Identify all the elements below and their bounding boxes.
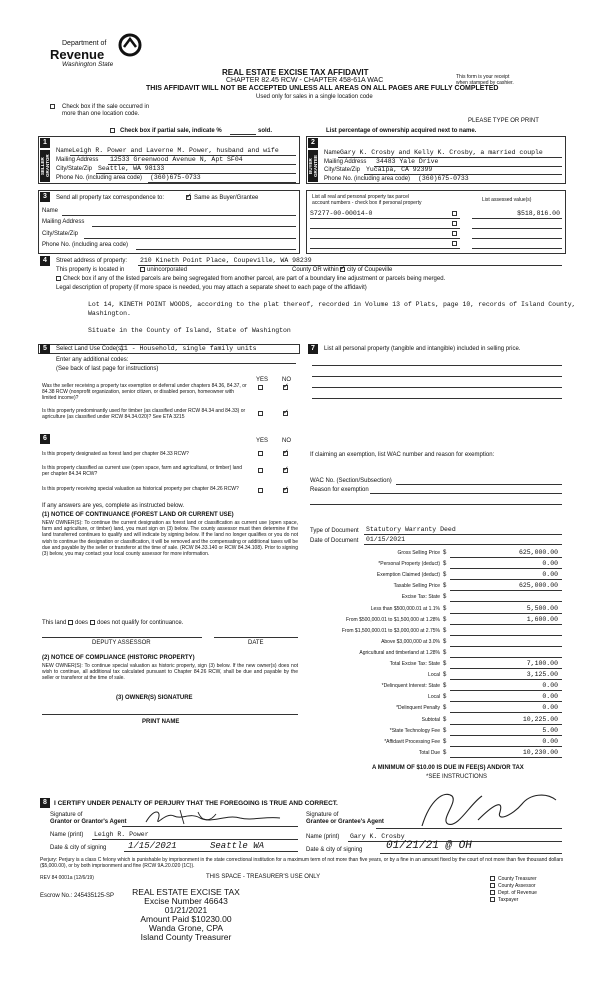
buyer-city-label: City/State/Zip: [324, 167, 361, 173]
tax-row-label: Gross Selling Price: [397, 550, 440, 556]
dollar-sign: $: [443, 649, 447, 656]
copy-checkbox[interactable]: [490, 876, 495, 881]
tax-row-value[interactable]: 0.00: [542, 704, 558, 712]
legal-description-2[interactable]: Washington.: [88, 310, 131, 317]
stamp-line-1: REAL ESTATE EXCISE TAX: [132, 887, 240, 897]
stamp-line-6: Island County Treasurer: [140, 932, 232, 942]
s6-q2-no[interactable]: [283, 468, 288, 473]
s5-yes-header: YES: [256, 377, 269, 383]
same-as-buyer-checkbox[interactable]: [186, 195, 191, 200]
tax-row-label: *Personal Property (deduct): [378, 561, 440, 568]
tax-row-value[interactable]: 625,000.00: [518, 582, 558, 590]
tax-row-label: Total Due: [418, 749, 440, 756]
parcel-personal-checkbox-2[interactable]: [452, 221, 457, 226]
receipt-note-1: This form is your receipt: [456, 74, 510, 80]
s6-q1-yes[interactable]: [258, 451, 263, 456]
tax-row-label: Total Excise Tax: State: [389, 661, 440, 667]
buyer-name-label: Name: [324, 150, 341, 156]
seller-city-label: City/State/Zip: [56, 166, 93, 172]
s6-no-header: NO: [282, 438, 291, 444]
buyer-city[interactable]: Yucaipa, CA 92399: [366, 166, 433, 173]
tax-row-label: Local: [428, 672, 440, 679]
deputy-assessor-label: DEPUTY ASSESSOR: [92, 640, 151, 646]
tax-row-value[interactable]: 3,125.00: [526, 671, 558, 679]
seller-city[interactable]: Seattle, WA 98133: [98, 165, 165, 172]
dollar-sign: $: [443, 727, 447, 734]
parcel-personal-checkbox-1[interactable]: [452, 211, 457, 216]
tax-row-value[interactable]: 10,230.00: [522, 748, 558, 756]
land-use-code[interactable]: 11 - Household, single family units: [120, 345, 257, 352]
dollar-sign: $: [443, 661, 447, 667]
s6-question-1: Is this property designated as forest land per chapter 84.33 RCW?: [42, 451, 189, 457]
county-or-label: County OR within: [292, 267, 339, 273]
grantor-printed-name[interactable]: Leigh R. Power: [94, 831, 149, 838]
treasurer-use-note: THIS SPACE - TREASURER'S USE ONLY: [206, 874, 321, 880]
notice-1-text: NEW OWNER(S): To continue the current designation as forest land or classification as current use (open space, farm and agriculture, or timber) land, you must sign on (3) below. The county assessor must then determine if the land transferred continues to qualify and will indicate by signing below. If the land no longer qualifies or you do not wish to continue the designation or classification, it will be removed and the compensating or additional taxes will be due and payable by the seller or transferor at the time of sale. (RCW 84.33.140 or RCW 84.34.108). Prior to signing (3) below, you may contact your local county assessor for more information.: [42, 520, 298, 558]
wac-label: WAC No. (Section/Subsection): [310, 478, 392, 484]
tax-row-label: *Delinquent Interest: State: [381, 683, 440, 690]
does-label: does: [75, 620, 89, 626]
see-instructions-note: *SEE INSTRUCTIONS: [426, 774, 488, 780]
reason-label: Reason for exemption: [310, 487, 369, 493]
agency-line3: Washington State: [62, 61, 114, 68]
does-not-qualify-checkbox[interactable]: [90, 620, 95, 625]
dollar-sign: $: [443, 583, 447, 590]
exemption-label: If claiming an exemption, list WAC number and reason for exemption:: [310, 452, 495, 458]
multi-location-checkbox[interactable]: [50, 104, 55, 109]
form-revision: REV 84 0001a (12/6/19): [40, 875, 94, 881]
stamp-line-2: Excise Number 46643: [144, 896, 228, 906]
land-qualify-label: This land: [42, 620, 67, 626]
tax-row-label: Above $3,000,000 at 3.0%: [381, 638, 440, 645]
parcel-personal-checkbox-4[interactable]: [452, 241, 457, 246]
percentage-instruction: List percentage of ownership acquired next to name.: [326, 128, 477, 134]
dollar-sign: $: [443, 749, 447, 756]
dollar-sign: $: [443, 550, 447, 556]
notice-1-title: (1) NOTICE OF CONTINUANCE (FOREST LAND OR CURRENT USE): [42, 512, 234, 518]
doc-type-label: Type of Document: [310, 528, 359, 534]
buyer-mailing-label: Mailing Address: [324, 159, 367, 165]
parcel-personal-checkbox-3[interactable]: [452, 231, 457, 236]
treasurer-stamp: [128, 888, 244, 942]
grantor-signing-date[interactable]: 1/15/2021: [128, 841, 177, 851]
copy-checkbox[interactable]: [490, 897, 495, 902]
seller-name[interactable]: Leigh R. Power and Laverne M. Power, husband and wife: [72, 147, 279, 154]
tax-row-label: Less than $500,000.01 at 1.1%: [370, 605, 440, 612]
city-label: city of Coupeville: [347, 267, 393, 273]
dollar-sign: $: [443, 694, 447, 701]
s5-no-header: NO: [282, 377, 291, 383]
dollar-sign: $: [443, 705, 447, 712]
doc-type[interactable]: Statutory Warranty Deed: [366, 526, 456, 533]
tax-row-label: Local: [428, 694, 440, 701]
print-name-label: PRINT NAME: [142, 719, 180, 725]
corr-city-label: City/State/Zip: [42, 231, 79, 237]
stamp-line-5: Wanda Grone, CPA: [148, 923, 224, 933]
owner-signature-label: (3) OWNER(S) SIGNATURE: [116, 695, 193, 701]
dollar-sign: $: [443, 561, 447, 568]
segregated-checkbox[interactable]: [56, 276, 61, 281]
notice-2-title: (2) NOTICE OF COMPLIANCE (HISTORIC PROPERTY): [42, 655, 195, 661]
unincorporated-checkbox[interactable]: [140, 267, 145, 272]
dollar-sign: $: [443, 616, 447, 623]
tax-row-label: Subtotal: [421, 716, 440, 723]
stamp-line-4: Amount Paid $10230.00: [140, 914, 232, 924]
s6-question-3: Is this property receiving special valuation as historical property per chapter 84.26 RCW?: [42, 486, 239, 492]
grantee-signature[interactable]: [400, 786, 562, 830]
legal-label: Legal description of property (if more space is needed, you may attach a separate sheet to each page of the affidavit): [56, 285, 367, 291]
copy-label: County Treasurer: [498, 876, 537, 882]
s6-question-2: Is this property classified as current use (open space, farm and agricultural, or timber) land per chapter 84.34 RCW?: [42, 465, 243, 477]
multi-location-label-2: more than one location code.: [62, 111, 140, 117]
personal-property-label: List all personal property (tangible and intangible) included in selling price.: [324, 346, 521, 352]
dollar-sign: $: [443, 638, 447, 645]
agency-name: Revenue: [50, 47, 105, 62]
correspondence-label: Send all property tax correspondence to:: [56, 195, 165, 201]
dollar-sign: $: [443, 672, 447, 679]
city-checkbox[interactable]: [340, 267, 345, 272]
tax-row-value[interactable]: 0.00: [542, 737, 558, 745]
section-2-number: 2: [308, 138, 318, 148]
located-label: This property is located in: [56, 267, 125, 273]
tax-row-value[interactable]: 7,100.00: [526, 660, 558, 667]
buyer-phone[interactable]: (360)675-0733: [418, 175, 469, 182]
corr-name-label: Name: [42, 208, 59, 214]
grantee-printed-name[interactable]: Gary K. Crosby: [350, 833, 405, 840]
s5-question-2: Is this property predominantly used for timber (as classified under RCW 84.34 and 84.33) or agriculture (as classified under RCW 84.34.020)? See ETA 3215: [42, 408, 246, 420]
tax-row-label: From $1,500,000.01 to $3,000,000 at 2.75%: [341, 627, 440, 634]
segregated-label: Check box if any of the listed parcels are being segregated from another parcel, are part of a boundary line adjustment or parcels being merged.: [63, 276, 446, 282]
grantor-signing-city[interactable]: Seattle WA: [210, 841, 265, 851]
s5-question-1: Was the seller receiving a property tax exemption or deferral under chapters 84.36, 84.37, or 84.38 RCW (nonprofit organization, senior citizen, or disabled person, homeowner with limited income)?: [42, 383, 247, 401]
multi-location-label-1: Check box if the sale occurred in: [62, 104, 150, 110]
see-back-note: (See back of last page for instructions): [56, 366, 159, 372]
if-yes-note: If any answers are yes, complete as instructed below.: [42, 503, 185, 509]
form-chapter: CHAPTER 82.45 RCW - CHAPTER 458-61A WAC: [226, 77, 384, 84]
minimum-due-note: A MINIMUM OF $10.00 IS DUE IN FEE(S) AND/OR TAX: [372, 765, 524, 771]
tax-row-value[interactable]: 10,225.00: [522, 715, 558, 723]
situate-text[interactable]: Situate in the County of Island, State of Washington: [88, 327, 291, 334]
parcel-number[interactable]: S7277-00-00014-0: [310, 210, 373, 217]
s5-q1-no[interactable]: [283, 385, 288, 390]
land-use-label: Select Land Use Code(s):: [56, 346, 125, 352]
copy-label: Dept. of Revenue: [498, 890, 537, 896]
doc-date-label: Date of Document: [310, 538, 359, 544]
dollar-sign: $: [443, 627, 447, 634]
grantor-date-label: Date & city of signing: [50, 845, 107, 851]
partial-sold-label: sold.: [258, 128, 273, 134]
tax-row-value[interactable]: 0.00: [542, 693, 558, 701]
grantor-sig-label-2: Grantor or Grantor's Agent: [50, 819, 127, 825]
tax-row-label: *State Technology Fee: [389, 727, 440, 734]
section-5-number: 5: [40, 344, 50, 354]
deputy-date-label: DATE: [248, 640, 264, 646]
buyer-name[interactable]: Gary K. Crosby and Kelly K. Crosby, a married couple: [340, 149, 543, 156]
seller-phone[interactable]: (360)675-0733: [150, 174, 201, 181]
tax-row-label: *Delinquent Penalty: [396, 705, 440, 712]
seller-phone-label: Phone No. (including area code): [56, 175, 143, 181]
s6-q3-yes[interactable]: [258, 488, 263, 493]
tax-row-value[interactable]: 0.00: [542, 682, 558, 690]
doc-date[interactable]: 01/15/2021: [366, 536, 406, 543]
street-label: Street address of property:: [56, 258, 128, 264]
additional-codes-label: Enter any additional codes:: [56, 357, 129, 363]
buyer-side-label: BUYER GRANTEE: [308, 150, 318, 182]
dollar-sign: $: [443, 683, 447, 690]
grantor-sig-label-1: Signature of: [50, 812, 83, 818]
legal-description-1[interactable]: Lot 14, KINETH POINT WOODS, according to the plat thereof, recorded in Volume 13 of Plats, page 10, records of Island County,: [88, 301, 576, 308]
seller-mailing-label: Mailing Address: [56, 157, 99, 163]
same-as-buyer-label: Same as Buyer/Grantee: [194, 195, 259, 201]
form-warning: THIS AFFIDAVIT WILL NOT BE ACCEPTED UNLESS ALL AREAS ON ALL PAGES ARE FULLY COMPLETED: [146, 85, 499, 92]
parcel-header-2: account numbers - check box if personal property: [312, 200, 422, 206]
seller-mailing[interactable]: 12533 Greenwood Avenue N, Apt SF04: [110, 156, 243, 163]
tax-row-label: Taxable Selling Price: [393, 583, 440, 590]
copy-label: County Assessor: [498, 883, 536, 889]
tax-row-label: Excise Tax: State: [401, 594, 440, 601]
section-3-number: 3: [40, 192, 50, 202]
section-7-number: 7: [308, 344, 318, 354]
does-qualify-checkbox[interactable]: [68, 620, 73, 625]
grantee-sig-label-1: Signature of: [306, 812, 339, 818]
tax-row-value[interactable]: 5,500.00: [526, 604, 558, 612]
copy-checkbox[interactable]: [490, 883, 495, 888]
certify-statement: I CERTIFY UNDER PENALTY OF PERJURY THAT THE FOREGOING IS TRUE AND CORRECT.: [54, 800, 338, 807]
grantor-signature[interactable]: [140, 806, 290, 828]
tax-row-value[interactable]: 625,000.00: [518, 549, 558, 556]
stamp-line-3: 01/21/2021: [164, 905, 208, 915]
tax-row-label: From $500,000.01 to $1,500,000 at 1.28%: [346, 616, 440, 623]
grantor-name-label: Name (print): [50, 832, 84, 838]
copy-checkbox[interactable]: [490, 890, 495, 895]
buyer-phone-label: Phone No. (including area code): [324, 176, 411, 182]
tax-row-value[interactable]: 5.00: [542, 726, 558, 734]
section-4-number: 4: [40, 256, 50, 266]
seller-side-label: SELLER GRANTOR: [40, 150, 50, 182]
tax-row-label: *Affidavit Processing Fee: [384, 738, 440, 745]
s6-yes-header: YES: [256, 438, 269, 444]
partial-sale-label: Check box if partial sale, indicate %: [120, 128, 222, 134]
tax-row-value[interactable]: 0.00: [542, 560, 558, 568]
street-address[interactable]: 210 Kineth Point Place, Coupeville, WA 98239: [140, 257, 312, 264]
print-note: PLEASE TYPE OR PRINT: [468, 118, 539, 124]
section-8-number: 8: [40, 798, 50, 808]
s6-q3-no[interactable]: [283, 488, 288, 493]
grantee-date-label: Date & city of signing: [306, 847, 363, 853]
partial-percent-field[interactable]: [230, 128, 256, 135]
tax-row-label: Exemption Claimed (deduct): [376, 572, 440, 579]
assessed-header: List assessed value(s): [482, 197, 532, 203]
grantee-signing-date[interactable]: 01/21/21 @ OH: [386, 840, 472, 852]
parcel-header-1: List all real and personal property tax parcel: [312, 194, 409, 200]
does-not-label: does not qualify for continuance.: [97, 620, 184, 626]
copy-label: Taxpayer: [498, 897, 519, 903]
notice-2-text: NEW OWNER(S): To continue special valuation as historic property, sign (3) below. If the new owner(s) does not wish to continue, all additional tax calculated pursuant to Chapter 84.26 RCW, shall be due and payable by the seller or transferor at the time of sale.: [42, 663, 298, 682]
corr-phone-label: Phone No. (including area code): [42, 242, 129, 248]
s5-q2-yes[interactable]: [258, 411, 263, 416]
revenue-logo-icon: [118, 33, 142, 57]
section-1-number: 1: [40, 138, 50, 148]
s5-q2-no[interactable]: [283, 411, 288, 416]
partial-sale-checkbox[interactable]: [110, 128, 115, 133]
grantee-name-label: Name (print): [306, 834, 340, 840]
agency-line1: Department of: [62, 40, 107, 47]
tax-row-value[interactable]: 1,600.00: [526, 615, 558, 623]
dollar-sign: $: [443, 594, 447, 601]
section-6-number: 6: [40, 434, 50, 444]
seller-name-label: Name: [56, 148, 73, 154]
dollar-sign: $: [443, 572, 447, 579]
form-title: REAL ESTATE EXCISE TAX AFFIDAVIT: [222, 68, 369, 77]
s5-q1-yes[interactable]: [258, 385, 263, 390]
s6-q2-yes[interactable]: [258, 468, 263, 473]
unincorporated-label: unincorporated: [147, 267, 188, 273]
buyer-mailing[interactable]: 34483 Yale Drive: [376, 158, 439, 165]
dollar-sign: $: [443, 605, 447, 612]
tax-row-label: Agricultural and timberland at 1.28%: [359, 649, 440, 656]
dollar-sign: $: [443, 738, 447, 745]
receipt-note-2: when stamped by cashier.: [456, 80, 514, 86]
escrow-number: Escrow No.: 245435125-SP: [40, 893, 115, 899]
single-location-note: Used only for sales in a single location code: [256, 94, 373, 100]
grantee-sig-label-2: Grantee or Grantee's Agent: [306, 819, 384, 825]
assessed-value[interactable]: $518,816.00: [517, 210, 560, 217]
tax-row-value[interactable]: 0.00: [542, 571, 558, 579]
perjury-notice: Perjury: Perjury is a class C felony which is punishable by imprisonment in the state correctional institution for a maximum term of not more than five years, or by a fine in an amount fixed by the court of not more than five thousand dollars ($5,000.00), or by both imprisonment and fine (RCW 9A.20.020 (1C)).: [40, 857, 564, 869]
corr-mailing-label: Mailing Address: [42, 219, 85, 225]
dollar-sign: $: [443, 716, 447, 723]
s6-q1-no[interactable]: [283, 451, 288, 456]
